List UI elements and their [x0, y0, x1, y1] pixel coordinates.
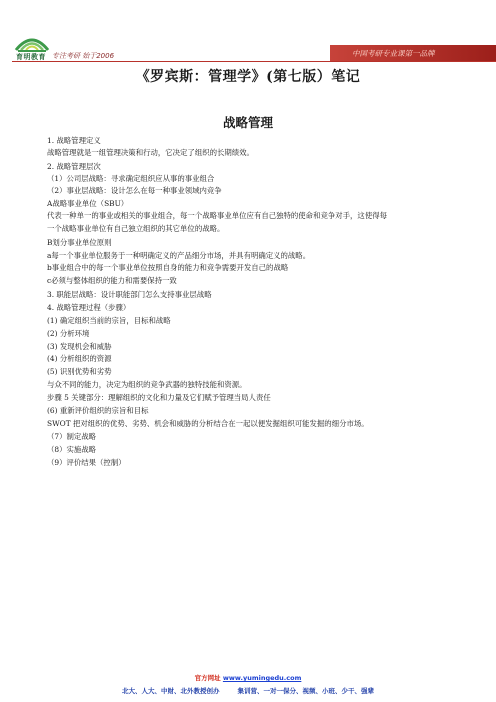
footer-tagline: [0, 686, 496, 695]
heading-1: 1. 战略管理定义: [47, 136, 101, 145]
text-line: b事业组合中的每一个事业单位按照自身的能力和竞争需要开发自己的战略: [47, 263, 289, 272]
heading-2: 2. 战略管理层次: [47, 162, 101, 171]
step-line: （7）制定战略: [47, 432, 97, 441]
text-line: （2）事业层战略：设计怎么在每一种事业领域内竞争: [47, 186, 222, 195]
step-line: （9）评价结果（控制）: [47, 458, 126, 467]
notes-body: [47, 136, 467, 471]
page-footer: [0, 673, 496, 695]
header-divider: [12, 61, 496, 62]
brand-name: 育明教育: [16, 53, 46, 61]
tagline-right: 集训营、一对一保分、视频、小班、少干、强辈: [237, 687, 374, 695]
brand-slogan: 专注考研 始于2006: [52, 52, 115, 60]
text-line: （1）公司层战略：寻求确定组织应从事的事业组合: [47, 174, 215, 183]
text-line: B划分事业单位原则: [47, 238, 112, 247]
text-line: a每一个事业单位服务于一种明确定义的产品细分市场，并具有明确定义的战略。: [47, 251, 311, 260]
step-line: (5) 识别优势和劣势: [47, 367, 112, 376]
site-link[interactable]: www.yumingedu.com: [222, 674, 302, 682]
swot-line: SWOT 把对组织的优势、劣势、机会和威胁的分析结合在一起以便发掘组织可能发掘的细分市场。: [47, 419, 369, 428]
text-line: 战略管理就是一组管理决策和行动，它决定了组织的长期绩效。: [47, 148, 254, 157]
text-line: A战略事业单位（SBU）: [47, 199, 129, 208]
heading-4: 4. 战略管理过程（步骤）: [47, 303, 131, 312]
section-title: 战略管理: [222, 115, 273, 130]
step-line: (3) 发现机会和威胁: [47, 342, 112, 351]
text-line: 一个战略事业单位有自己独立组织的其它单位的战略。: [47, 224, 225, 233]
step-line: (6) 重新评价组织的宗旨和目标: [47, 406, 149, 415]
text-line: 步骤 5 关键部分：理解组织的文化和力量及它们赋予管理当局人责任: [47, 393, 271, 402]
step-line: (2) 分析环境: [47, 329, 90, 338]
step-line: (1) 确定组织当前的宗旨，目标和战略: [47, 316, 171, 325]
footer-site: [0, 673, 496, 682]
site-label: 官方网址: [194, 674, 221, 682]
header-banner: 中国考研专业课第一品牌: [330, 45, 496, 61]
step-line: (4) 分析组织的资源: [47, 354, 112, 363]
text-line: 与众不同的能力，决定为组织的竞争武器的独特技能和资源。: [47, 380, 247, 389]
page-header: [0, 0, 496, 62]
text-line: c必须与整体组织的能力和需要保持一致: [47, 276, 177, 285]
document-title: 《罗宾斯：管理学》(第七版）笔记: [135, 69, 361, 85]
text-line: 代表一种单一的事业或相关的事业组合，每一个战略事业单位应有自己独特的使命和竞争对手，这使得每: [47, 211, 387, 220]
heading-3: 3. 职能层战略：设计职能部门怎么支持事业层战略: [47, 290, 212, 299]
step-line: （8）实施战略: [47, 445, 97, 454]
tagline-left: 北大、人大、中财、北外教授创办: [122, 687, 220, 695]
